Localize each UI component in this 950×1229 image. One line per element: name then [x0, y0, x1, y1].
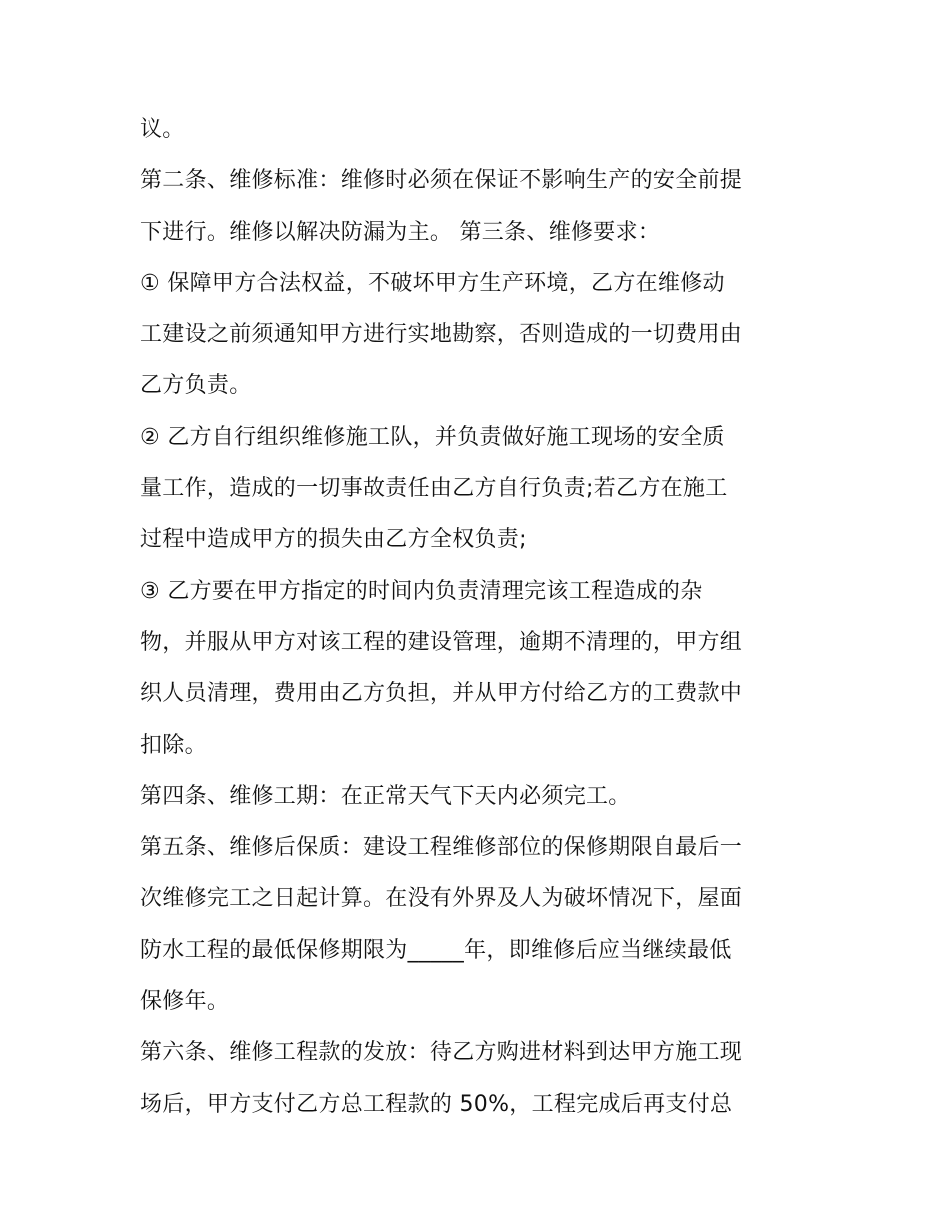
text-line-8: 量工作，造成的一切事故责任由乙方自行负责;若乙方在施工 [140, 476, 728, 502]
text-line-14: 第四条、维修工期：在正常天气下天内必须完工。 [140, 783, 631, 809]
text-line-4: ① 保障甲方合法权益，不破坏甲方生产环境，乙方在维修动 [140, 270, 725, 296]
text-line-9: 过程中造成甲方的损失由乙方全权负责; [140, 527, 527, 553]
text-line-19: 第六条、维修工程款的发放：待乙方购进材料到达甲方施工现 [140, 1040, 743, 1066]
text-line-15: 第五条、维修后保质：建设工程维修部位的保修期限自最后一 [140, 835, 743, 861]
text-line-13: 扣除。 [140, 732, 207, 758]
text-line-6: 乙方负责。 [140, 373, 252, 399]
text-line-1: 议。 [140, 117, 185, 142]
text-line-16: 次维修完工之日起计算。在没有外界及人为破坏情况下，屋面 [140, 886, 743, 912]
text-line-20: 场后，甲方支付乙方总工程款的 50%，工程完成后再支付总 [140, 1091, 733, 1117]
text-line-7: ② 乙方自行组织维修施工队，并负责做好施工现场的安全质 [140, 424, 725, 450]
text-line-11: 物，并服从甲方对该工程的建设管理，逾期不清理的，甲方组 [140, 629, 743, 655]
text-line-17: 防水工程的最低保修期限为_____年，即维修后应当继续最低 [140, 937, 732, 963]
text-line-12: 织人员清理，费用由乙方负担，并从甲方付给乙方的工费款中 [140, 681, 743, 707]
contract-text [140, 104, 820, 1130]
text-line-5: 工建设之前须通知甲方进行实地勘察，否则造成的一切费用由 [140, 322, 743, 348]
text-line-10: ③ 乙方要在甲方指定的时间内负责清理完该工程造成的杂 [140, 578, 703, 604]
text-line-3: 下进行。维修以解决防漏为主。 第三条、维修要求： [140, 219, 661, 245]
text-line-2: 第二条、维修标准：维修时必须在保证不影响生产的安全前提 [140, 168, 743, 194]
text-line-18: 保修年。 [140, 989, 230, 1015]
